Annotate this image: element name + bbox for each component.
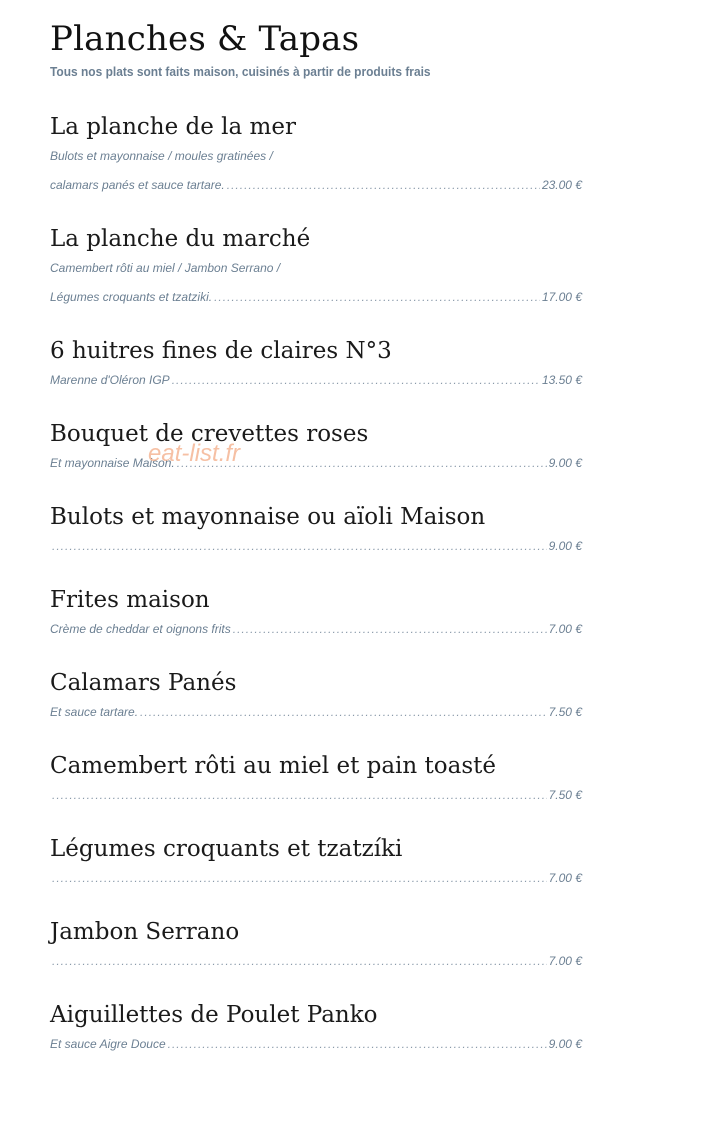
page-title: Planches & Tapas (50, 19, 360, 59)
dot-leader (52, 532, 547, 561)
dot-leader (214, 283, 540, 312)
item-description: Bulots et mayonnaise / moules gratinées / (50, 149, 273, 163)
item-price: 7.50 € (548, 705, 582, 719)
item-description: Légumes croquants et tzatziki. (50, 290, 213, 304)
item-name: Jambon Serrano (50, 919, 240, 945)
menu-list (50, 112, 582, 1059)
menu-item (50, 668, 582, 727)
item-description: Et sauce Aigre Douce (50, 1037, 166, 1051)
item-description: Camembert rôti au miel / Jambon Serrano / (50, 261, 281, 275)
item-name: Frites maison (50, 587, 210, 613)
item-description: Marenne d'Oléron IGP (50, 373, 170, 387)
menu-item (50, 419, 582, 478)
dot-leader (140, 698, 547, 727)
item-name: Aiguillettes de Poulet Panko (50, 1002, 378, 1028)
item-price-line (50, 449, 582, 478)
item-name: Bouquet de crevettes roses (50, 421, 369, 447)
item-name: Calamars Panés (50, 670, 237, 696)
item-description: Crème de cheddar et oignons frits (50, 622, 231, 636)
menu-item (50, 1000, 582, 1059)
item-price-line (50, 532, 582, 561)
item-price: 7.50 € (548, 788, 582, 802)
item-name: Bulots et mayonnaise ou aïoli Maison (50, 504, 486, 530)
item-price: 7.00 € (548, 871, 582, 885)
dot-leader (52, 947, 547, 976)
item-price: 9.00 € (548, 539, 582, 553)
item-price: 7.00 € (548, 622, 582, 636)
menu-item (50, 112, 582, 200)
dot-leader (233, 615, 547, 644)
item-price: 9.00 € (548, 1037, 582, 1051)
menu-item (50, 336, 582, 395)
item-price: 17.00 € (541, 290, 582, 304)
item-price-line (50, 947, 582, 976)
dot-leader (52, 864, 547, 893)
item-description: Et sauce tartare. (50, 705, 139, 719)
dot-leader (177, 449, 547, 478)
item-price: 13.50 € (541, 373, 582, 387)
item-description: calamars panés et sauce tartare. (50, 178, 225, 192)
dot-leader (168, 1030, 547, 1059)
item-price-line (50, 864, 582, 893)
item-name: La planche du marché (50, 226, 311, 252)
dot-leader (227, 171, 540, 200)
item-price-line (50, 698, 582, 727)
item-name: Camembert rôti au miel et pain toasté (50, 753, 496, 779)
item-name: La planche de la mer (50, 114, 296, 140)
menu-item (50, 917, 582, 976)
menu-item (50, 585, 582, 644)
menu-item (50, 834, 582, 893)
page-subtitle: Tous nos plats sont faits maison, cuisinés à partir de produits frais (50, 64, 431, 79)
item-description: Et mayonnaise Maison. (50, 456, 175, 470)
item-name: Légumes croquants et tzatzíki (50, 836, 403, 862)
item-name: 6 huitres fines de claires N°3 (50, 338, 392, 364)
menu-item (50, 502, 582, 561)
dot-leader (52, 781, 547, 810)
dot-leader (172, 366, 540, 395)
item-price-line (50, 781, 582, 810)
item-price: 23.00 € (541, 178, 582, 192)
item-price-line (50, 366, 582, 395)
item-price-line (50, 615, 582, 644)
menu-item (50, 751, 582, 810)
menu-page (50, 18, 582, 1083)
item-price-line (50, 1030, 582, 1059)
item-price: 9.00 € (548, 456, 582, 470)
item-price: 7.00 € (548, 954, 582, 968)
item-price-line (50, 171, 582, 200)
item-price-line (50, 283, 582, 312)
watermark: eat-list.fr (148, 440, 241, 467)
menu-item (50, 224, 582, 312)
